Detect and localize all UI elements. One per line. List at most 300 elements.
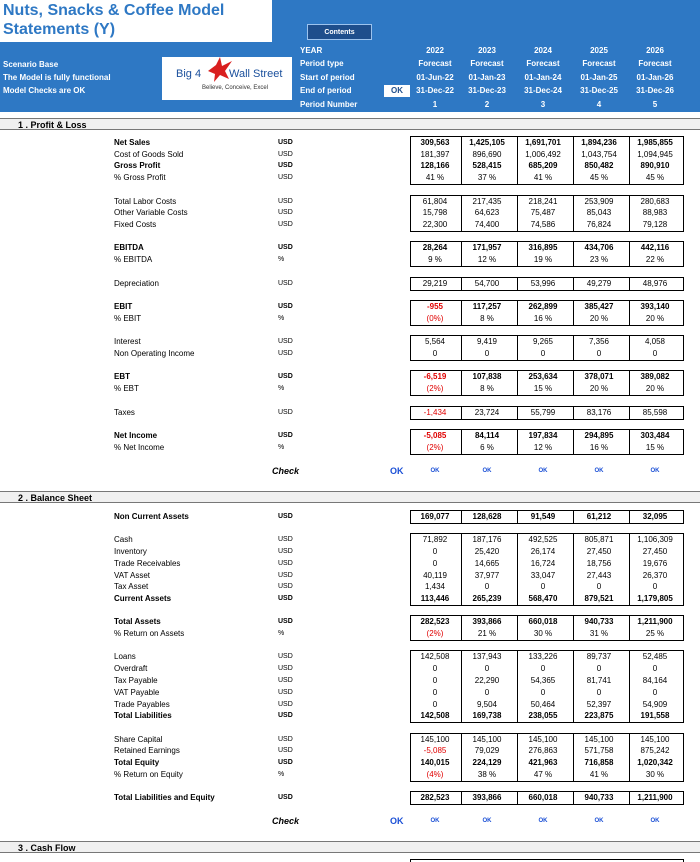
value-cell[interactable]: 262,899 — [528, 302, 558, 311]
header-period-types-cell: Forecast — [526, 59, 560, 68]
value-cell[interactable]: 1,006,492 — [525, 150, 561, 159]
row-label: Overdraft — [114, 664, 148, 673]
value-cell[interactable]: 128,166 — [420, 161, 450, 170]
header-period-numbers-cell: 4 — [596, 100, 602, 109]
row-unit: % — [278, 385, 285, 392]
value-cell[interactable]: (2%) — [426, 629, 444, 638]
column-divider — [517, 241, 518, 267]
logo-text-right: Wall Street — [229, 68, 283, 80]
value-cell[interactable]: 48,976 — [642, 279, 668, 288]
row-label: % EBIT — [114, 314, 142, 323]
value-cell[interactable]: -5,085 — [423, 746, 447, 755]
column-divider — [517, 533, 518, 606]
column-divider — [461, 370, 462, 396]
value-cell[interactable]: 9 % — [428, 255, 442, 264]
value-cell[interactable]: 20 % — [589, 314, 609, 323]
value-cell[interactable]: 1,434 — [424, 582, 446, 591]
header-period-types-cell: Forecast — [638, 59, 672, 68]
row-unit: USD — [278, 712, 293, 719]
value-cell[interactable]: (2%) — [426, 443, 444, 452]
column-divider — [629, 277, 630, 291]
value-cell[interactable]: 54,700 — [474, 279, 500, 288]
value-cell[interactable]: (4%) — [426, 770, 444, 779]
value-cell[interactable]: 393,866 — [472, 793, 502, 802]
value-cell[interactable]: 171,957 — [472, 243, 502, 252]
value-cell[interactable]: 5,564 — [424, 337, 446, 346]
page-title: Nuts, Snacks & Coffee Model — [3, 2, 225, 19]
value-cell[interactable]: 107,838 — [472, 372, 502, 381]
section-title: 1 . Profit & Loss — [18, 120, 87, 130]
value-cell[interactable]: 660,018 — [528, 617, 558, 626]
value-cell[interactable]: 71,892 — [422, 535, 448, 544]
value-cell[interactable]: 16 % — [533, 314, 553, 323]
value-cell[interactable]: 15,798 — [422, 208, 448, 217]
value-cell[interactable]: 385,427 — [584, 302, 614, 311]
check-ok-cell: OK — [538, 818, 548, 824]
column-divider — [517, 429, 518, 455]
value-cell[interactable]: 27,443 — [586, 571, 612, 580]
year-label: YEAR — [300, 46, 323, 55]
value-cell[interactable]: 6 % — [480, 443, 494, 452]
value-cell[interactable]: 1,094,945 — [637, 150, 673, 159]
value-cell[interactable]: 16,724 — [530, 559, 556, 568]
column-divider — [573, 615, 574, 641]
value-cell[interactable]: 0 — [484, 688, 490, 697]
value-cell[interactable]: 52,485 — [642, 652, 668, 661]
row-label: VAT Payable — [114, 688, 160, 697]
value-cell[interactable]: 61,804 — [422, 197, 448, 206]
column-divider — [517, 510, 518, 524]
row-unit: USD — [278, 736, 293, 743]
column-divider — [573, 733, 574, 782]
value-cell[interactable]: 53,996 — [530, 279, 556, 288]
value-cell[interactable]: 45 % — [645, 173, 665, 182]
value-cell[interactable]: 1,043,754 — [581, 150, 617, 159]
value-cell[interactable]: 85,598 — [642, 408, 668, 417]
value-cell[interactable]: 33,047 — [530, 571, 556, 580]
header-period-types-cell: Forecast — [470, 59, 504, 68]
value-cell[interactable]: 12 % — [477, 255, 497, 264]
row-unit: % — [278, 630, 285, 637]
value-cell[interactable]: 434,706 — [584, 243, 614, 252]
value-cell[interactable]: -955 — [426, 302, 443, 311]
value-cell[interactable]: 26,370 — [642, 571, 668, 580]
column-divider — [461, 510, 462, 524]
value-cell[interactable]: 113,446 — [420, 594, 450, 603]
value-cell[interactable]: 0 — [432, 559, 438, 568]
value-cell[interactable]: 79,029 — [474, 746, 500, 755]
value-cell[interactable]: 8 % — [480, 314, 494, 323]
value-cell[interactable]: 389,082 — [640, 372, 670, 381]
value-cell[interactable]: 0 — [596, 349, 602, 358]
value-cell[interactable]: 716,858 — [584, 758, 614, 767]
value-cell[interactable]: 169,077 — [420, 512, 450, 521]
value-cell[interactable]: 64,623 — [474, 208, 500, 217]
check-ok-cell: OK — [538, 468, 548, 474]
row-unit: USD — [278, 338, 293, 345]
column-divider — [573, 429, 574, 455]
value-cell[interactable]: 0 — [432, 664, 438, 673]
value-cell[interactable]: 74,400 — [474, 220, 500, 229]
model-ok-indicator: OK — [384, 85, 410, 97]
value-cell[interactable]: 0 — [540, 664, 546, 673]
value-cell[interactable]: 145,100 — [640, 735, 670, 744]
value-cell[interactable]: 442,116 — [640, 243, 670, 252]
value-cell[interactable]: 28,264 — [422, 243, 448, 252]
value-cell[interactable]: 191,558 — [640, 711, 670, 720]
row-unit: USD — [278, 162, 293, 169]
value-cell[interactable]: 137,943 — [472, 652, 502, 661]
value-cell[interactable]: 1,020,342 — [637, 758, 673, 767]
value-cell[interactable]: 142,508 — [420, 652, 450, 661]
value-cell[interactable]: 0 — [432, 688, 438, 697]
value-cell[interactable]: 393,866 — [472, 617, 502, 626]
value-cell[interactable]: 83,176 — [586, 408, 612, 417]
value-cell[interactable]: 128,628 — [472, 512, 502, 521]
value-cell[interactable]: 7,356 — [588, 337, 610, 346]
header-ends-cell: 31-Dec-26 — [636, 86, 674, 95]
row-unit: USD — [278, 432, 293, 439]
value-cell[interactable]: 79,128 — [642, 220, 668, 229]
column-divider — [573, 277, 574, 291]
header-period-numbers-cell: 3 — [540, 100, 546, 109]
row-label: % EBITDA — [114, 255, 153, 264]
value-cell[interactable]: 187,176 — [472, 535, 502, 544]
value-cell[interactable]: 145,100 — [528, 735, 558, 744]
value-cell[interactable]: 52,397 — [586, 700, 612, 709]
header-starts-cell: 01-Jan-24 — [524, 73, 562, 82]
value-cell[interactable]: 22,300 — [422, 220, 448, 229]
row-label: Retained Earnings — [114, 746, 180, 755]
value-cell[interactable]: 91,549 — [530, 512, 556, 521]
row-unit: % — [278, 256, 285, 263]
check-ok-cell: OK — [650, 818, 660, 824]
value-cell[interactable]: 309,563 — [420, 138, 450, 147]
value-cell[interactable]: 0 — [596, 582, 602, 591]
value-cell[interactable]: 1,691,701 — [525, 138, 561, 147]
value-cell[interactable]: 38 % — [477, 770, 497, 779]
value-cell[interactable]: 21 % — [477, 629, 497, 638]
value-cell[interactable]: 142,508 — [420, 711, 450, 720]
column-divider — [461, 136, 462, 185]
header-ends-cell: 31-Dec-23 — [468, 86, 506, 95]
value-cell[interactable]: 61,212 — [586, 512, 612, 521]
check-ok: OK — [390, 816, 404, 826]
value-cell[interactable]: 0 — [432, 349, 438, 358]
value-cell[interactable]: 282,523 — [420, 793, 450, 802]
row-unit: USD — [278, 618, 293, 625]
value-cell[interactable]: 280,683 — [640, 197, 670, 206]
value-cell[interactable]: 294,895 — [584, 431, 614, 440]
row-label: EBT — [114, 372, 130, 381]
value-cell[interactable]: 30 % — [533, 629, 553, 638]
value-cell[interactable]: 896,690 — [472, 150, 502, 159]
column-divider — [629, 791, 630, 805]
value-cell[interactable]: 88,983 — [642, 208, 668, 217]
value-cell[interactable]: 0 — [596, 664, 602, 673]
row-label: Net Income — [114, 431, 158, 440]
row-unit: USD — [278, 677, 293, 684]
row-label: Non Current Assets — [114, 512, 189, 521]
value-cell[interactable]: 140,015 — [420, 758, 450, 767]
value-cell[interactable]: 253,909 — [584, 197, 614, 206]
value-cell[interactable]: 940,733 — [584, 617, 614, 626]
row-unit: USD — [278, 665, 293, 672]
header-period-numbers-cell: 1 — [432, 100, 438, 109]
row-label: Inventory — [114, 547, 147, 556]
value-cell[interactable]: 84,164 — [642, 676, 668, 685]
value-cell[interactable]: 850,482 — [584, 161, 614, 170]
row-label: Total Equity — [114, 758, 160, 767]
value-cell[interactable]: 265,239 — [472, 594, 502, 603]
value-cell[interactable]: 421,963 — [528, 758, 558, 767]
value-cell[interactable]: 0 — [432, 700, 438, 709]
value-cell[interactable]: 41 % — [533, 173, 553, 182]
value-cell[interactable]: 76,824 — [586, 220, 612, 229]
value-cell[interactable]: 378,071 — [584, 372, 614, 381]
value-cell[interactable]: 20 % — [589, 384, 609, 393]
value-cell[interactable]: 23,724 — [474, 408, 500, 417]
value-cell[interactable]: 1,179,805 — [637, 594, 673, 603]
header-band — [0, 0, 700, 112]
value-cell[interactable]: 571,758 — [584, 746, 614, 755]
value-cell[interactable]: 805,871 — [584, 535, 614, 544]
value-cell[interactable]: 25,420 — [474, 547, 500, 556]
row-unit: USD — [278, 759, 293, 766]
value-cell[interactable]: 133,226 — [528, 652, 558, 661]
value-cell[interactable]: 568,470 — [528, 594, 558, 603]
value-cell[interactable]: 145,100 — [420, 735, 450, 744]
value-cell[interactable]: 393,140 — [640, 302, 670, 311]
value-cell[interactable]: 117,257 — [472, 302, 502, 311]
value-cell[interactable]: 1,985,855 — [637, 138, 673, 147]
value-cell[interactable]: 4,058 — [644, 337, 666, 346]
section-title: 2 . Balance Sheet — [18, 493, 93, 503]
column-divider — [517, 791, 518, 805]
value-cell[interactable]: 0 — [540, 688, 546, 697]
column-divider — [629, 510, 630, 524]
value-cell[interactable]: 316,895 — [528, 243, 558, 252]
value-cell[interactable]: 41 % — [425, 173, 445, 182]
column-divider — [629, 615, 630, 641]
value-cell[interactable]: 81,741 — [586, 676, 612, 685]
value-cell[interactable]: 218,241 — [528, 197, 558, 206]
value-cell[interactable]: 15 % — [645, 443, 665, 452]
value-cell[interactable]: 16 % — [589, 443, 609, 452]
value-cell[interactable]: 875,242 — [640, 746, 670, 755]
value-cell[interactable]: 27,450 — [642, 547, 668, 556]
column-divider — [461, 650, 462, 723]
value-cell[interactable]: 1,894,236 — [581, 138, 617, 147]
section-profit-loss — [0, 118, 700, 130]
page-subtitle: Statements (Y) — [3, 21, 116, 38]
header-period-types-cell: Forecast — [582, 59, 616, 68]
row-unit: USD — [278, 221, 293, 228]
value-cell[interactable]: 8 % — [480, 384, 494, 393]
value-cell[interactable]: 0 — [432, 547, 438, 556]
value-cell[interactable]: 0 — [652, 582, 658, 591]
row-label: Loans — [114, 652, 136, 661]
value-cell[interactable]: -6,519 — [423, 372, 447, 381]
value-cell[interactable]: 145,100 — [584, 735, 614, 744]
value-cell[interactable]: 84,114 — [474, 431, 500, 440]
value-cell[interactable]: 238,055 — [528, 711, 558, 720]
check-ok-cell: OK — [430, 818, 440, 824]
value-cell[interactable]: 27,450 — [586, 547, 612, 556]
value-cell[interactable]: 0 — [596, 688, 602, 697]
column-divider — [629, 300, 630, 326]
value-cell[interactable]: 19,676 — [642, 559, 668, 568]
value-cell[interactable]: 54,365 — [530, 676, 556, 685]
value-cell[interactable]: 41 % — [589, 770, 609, 779]
value-cell[interactable]: 282,523 — [420, 617, 450, 626]
value-cell[interactable]: 940,733 — [584, 793, 614, 802]
value-cell[interactable]: 54,909 — [642, 700, 668, 709]
value-cell[interactable]: 14,665 — [474, 559, 500, 568]
value-cell[interactable]: 49,279 — [586, 279, 612, 288]
check-ok-cell: OK — [594, 468, 604, 474]
column-divider — [573, 370, 574, 396]
value-cell[interactable]: 0 — [540, 582, 546, 591]
value-cell[interactable]: 223,875 — [584, 711, 614, 720]
logo-text-left: Big 4 — [176, 68, 202, 80]
value-cell[interactable]: 1,425,105 — [469, 138, 505, 147]
value-cell[interactable]: 25 % — [645, 629, 665, 638]
row-label: Cost of Goods Sold — [114, 150, 184, 159]
row-unit: USD — [278, 174, 293, 181]
value-cell[interactable]: 22,290 — [474, 676, 500, 685]
value-cell[interactable]: 0 — [652, 349, 658, 358]
column-divider — [461, 533, 462, 606]
row-unit: USD — [278, 198, 293, 205]
column-divider — [629, 136, 630, 185]
row-label: Total Liabilities and Equity — [114, 793, 215, 802]
value-cell[interactable]: 181,397 — [420, 150, 450, 159]
scenario-label: Scenario Base — [3, 60, 59, 69]
value-cell[interactable]: 1,211,900 — [637, 793, 673, 802]
column-divider — [461, 241, 462, 267]
value-cell[interactable]: 528,415 — [472, 161, 502, 170]
value-cell[interactable]: 0 — [652, 664, 658, 673]
row-label: % Return on Assets — [114, 629, 185, 638]
value-cell[interactable]: 23 % — [589, 255, 609, 264]
value-cell[interactable]: 22 % — [645, 255, 665, 264]
value-cell[interactable]: 1,106,309 — [637, 535, 673, 544]
value-cell[interactable]: 169,738 — [472, 711, 502, 720]
value-cell[interactable]: 685,209 — [528, 161, 558, 170]
row-unit: USD — [278, 350, 293, 357]
value-cell[interactable]: -1,434 — [423, 408, 447, 417]
value-cell[interactable]: 0 — [484, 664, 490, 673]
column-divider — [517, 650, 518, 723]
value-cell[interactable]: 29,219 — [422, 279, 448, 288]
value-cell[interactable]: 9,504 — [476, 700, 498, 709]
column-divider — [461, 277, 462, 291]
value-cell[interactable]: 0 — [432, 676, 438, 685]
value-cell[interactable]: 26,174 — [530, 547, 556, 556]
value-cell[interactable]: 40,119 — [423, 571, 447, 580]
value-cell[interactable]: 217,435 — [472, 197, 502, 206]
column-divider — [517, 277, 518, 291]
value-cell[interactable]: 20 % — [645, 384, 665, 393]
row-label: Share Capital — [114, 735, 163, 744]
value-cell[interactable]: 47 % — [533, 770, 553, 779]
column-divider — [461, 733, 462, 782]
logo-tagline: Believe, Conceive, Excel — [202, 85, 269, 91]
value-cell[interactable]: 0 — [484, 582, 490, 591]
row-unit: USD — [278, 151, 293, 158]
column-divider — [517, 406, 518, 420]
value-cell[interactable]: 145,100 — [472, 735, 502, 744]
row-label: Current Assets — [114, 594, 172, 603]
value-cell[interactable]: 37 % — [477, 173, 497, 182]
value-cell[interactable]: 50,464 — [530, 700, 556, 709]
value-cell[interactable]: 492,525 — [528, 535, 558, 544]
column-divider — [629, 406, 630, 420]
value-cell[interactable]: 0 — [652, 688, 658, 697]
value-cell[interactable]: 303,484 — [640, 431, 670, 440]
row-unit: USD — [278, 689, 293, 696]
check-ok-cell: OK — [594, 818, 604, 824]
value-cell[interactable]: 89,737 — [586, 652, 612, 661]
row-label: Non Operating Income — [114, 349, 195, 358]
value-cell[interactable]: 19 % — [533, 255, 553, 264]
check-ok-cell: OK — [482, 468, 492, 474]
row-unit: USD — [278, 209, 293, 216]
value-cell[interactable]: 20 % — [645, 314, 665, 323]
value-cell[interactable]: 197,834 — [528, 431, 558, 440]
row-unit: USD — [278, 536, 293, 543]
header-period-numbers-cell: 2 — [484, 100, 490, 109]
column-divider — [517, 300, 518, 326]
value-cell[interactable]: 0 — [540, 349, 546, 358]
column-divider — [629, 241, 630, 267]
value-cell[interactable]: 9,265 — [532, 337, 554, 346]
value-cell[interactable]: 32,095 — [642, 512, 668, 521]
row-unit: USD — [278, 653, 293, 660]
value-cell[interactable]: 879,521 — [584, 594, 614, 603]
value-cell[interactable]: -5,085 — [423, 431, 447, 440]
value-cell[interactable]: 37,977 — [474, 571, 500, 580]
value-cell[interactable]: 0 — [484, 349, 490, 358]
value-cell[interactable]: 224,129 — [472, 758, 502, 767]
value-cell[interactable]: (2%) — [426, 384, 444, 393]
value-cell[interactable]: 276,863 — [528, 746, 558, 755]
contents-button[interactable]: Contents — [307, 24, 372, 40]
value-cell[interactable]: 31 % — [589, 629, 609, 638]
value-cell[interactable]: 1,211,900 — [637, 617, 673, 626]
section-balance-sheet — [0, 491, 700, 503]
value-cell[interactable]: 55,799 — [530, 408, 556, 417]
check-ok-cell: OK — [430, 468, 440, 474]
value-cell[interactable]: 75,487 — [530, 208, 556, 217]
value-cell[interactable]: 85,043 — [586, 208, 612, 217]
column-divider — [461, 335, 462, 361]
value-cell[interactable]: 18,756 — [586, 559, 612, 568]
value-cell[interactable]: 74,586 — [530, 220, 556, 229]
value-cell[interactable]: 890,910 — [640, 161, 670, 170]
value-cell[interactable]: 45 % — [589, 173, 609, 182]
value-cell[interactable]: 9,419 — [476, 337, 498, 346]
value-cell[interactable]: 30 % — [645, 770, 665, 779]
value-cell[interactable]: 12 % — [533, 443, 553, 452]
column-divider — [461, 300, 462, 326]
value-cell[interactable]: 253,634 — [528, 372, 558, 381]
value-cell[interactable]: 15 % — [533, 384, 553, 393]
value-cell[interactable]: 660,018 — [528, 793, 558, 802]
value-cell[interactable]: (0%) — [426, 314, 444, 323]
row-label: Total Liabilities — [114, 711, 172, 720]
